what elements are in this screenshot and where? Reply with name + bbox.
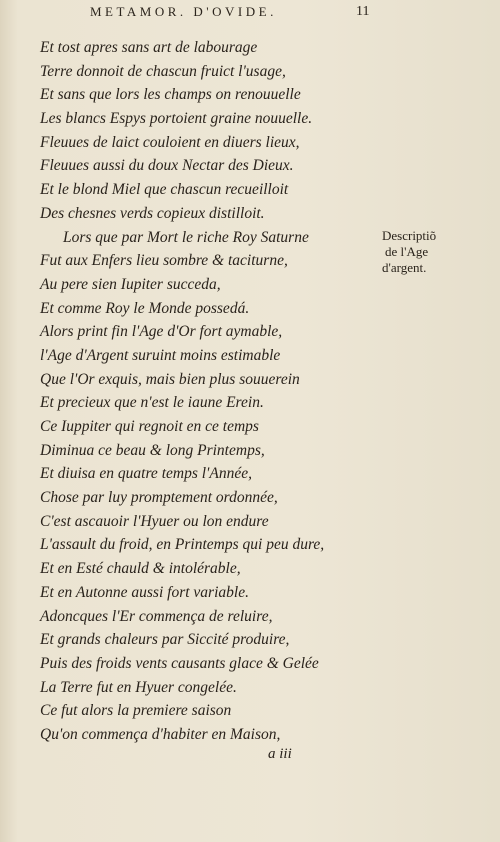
verse-line: Et en Autonne aussi fort variable. <box>40 583 249 601</box>
signature-mark: a iii <box>268 746 292 762</box>
verse-line: Et le blond Miel que chascun recueilloit <box>40 181 289 199</box>
marginal-note-line: Descriptiõ <box>382 228 437 243</box>
verse-line: Puis des froids vents causants glace & Gelée <box>40 654 319 672</box>
verse-line: Alors print fin l'Age d'Or fort aymable, <box>40 323 283 341</box>
verse-line: Et diuisa en quatre temps l'Année, <box>40 465 252 483</box>
verse-line: Et grands chaleurs par Siccité produire, <box>40 631 290 649</box>
verse-line: Lors que par Mort le riche Roy Saturne <box>63 228 309 246</box>
running-title: METAMOR. D'OVIDE. <box>90 4 277 19</box>
verse-line: L'assault du froid, en Printemps qui peu dure, <box>40 536 325 554</box>
verse-line: Et precieux que n'est le iaune Erein. <box>40 394 264 412</box>
marginal-note <box>382 228 462 276</box>
verse-line: Les blancs Espys portoient graine nouuelle. <box>40 110 313 128</box>
verse-line: Que l'Or exquis, mais bien plus souuerein <box>40 370 300 388</box>
verse-line: Des chesnes verds copieux distilloit. <box>40 204 265 222</box>
verse-line: Au pere sien Iupiter succeda, <box>40 275 221 293</box>
verse-line: La Terre fut en Hyuer congelée. <box>40 678 237 696</box>
verse-line: Adoncques l'Er commença de reluire, <box>40 607 273 625</box>
verse-line: Fleuues aussi du doux Nectar des Dieux. <box>40 157 294 175</box>
page-number: 11 <box>356 4 370 19</box>
marginal-note-line: d'argent. <box>382 260 427 275</box>
verse-line: l'Age d'Argent suruint moins estimable <box>40 346 281 364</box>
verse-line: Ce fut alors la premiere saison <box>40 702 232 720</box>
verse-line: Terre donnoit de chascun fruict l'usage, <box>40 62 286 80</box>
verse-block <box>40 36 380 747</box>
marginal-note-line: de l'Age <box>385 244 429 259</box>
verse-line: Et tost apres sans art de labourage <box>40 39 258 56</box>
verse-line: Fleuues de laict couloient en diuers lieux, <box>40 133 300 151</box>
verse-line: Et sans que lors les champs on renouuelle <box>40 86 301 104</box>
verse-line: Chose par luy promptement ordonnée, <box>40 489 278 507</box>
verse-line: C'est ascauoir l'Hyuer ou lon endure <box>40 512 269 530</box>
verse-line: Et comme Roy le Monde possedá. <box>40 299 250 317</box>
verse-line: Diminua ce beau & long Printemps, <box>40 441 265 459</box>
verse-line: Qu'on commença d'habiter en Maison, <box>40 725 281 743</box>
verse-line: Ce Iuppiter qui regnoit en ce temps <box>40 418 259 435</box>
verse-line: Fut aux Enfers lieu sombre & taciturne, <box>40 252 288 270</box>
verse-line: Et en Esté chauld & intolérable, <box>40 560 241 578</box>
